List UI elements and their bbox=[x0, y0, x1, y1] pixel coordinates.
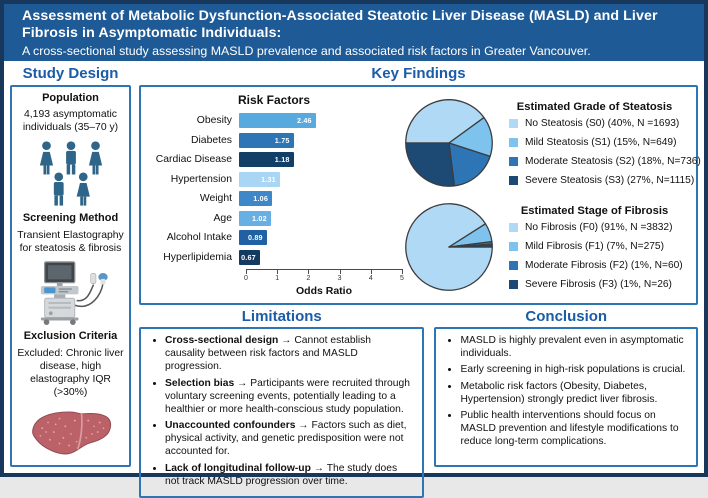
study-design-title: Study Design bbox=[22, 65, 119, 82]
limitation-item: • Lack of longitudinal follow-up → The study does not track MASLD progression over time. bbox=[165, 462, 413, 488]
axis-tick bbox=[402, 269, 403, 274]
legend-item bbox=[509, 137, 690, 148]
bar bbox=[239, 250, 260, 265]
bar-value-label: 2.46 bbox=[296, 116, 312, 125]
fibrosis-pie-block bbox=[403, 195, 690, 299]
liver-icon bbox=[27, 405, 115, 461]
bar-row bbox=[149, 171, 399, 188]
bar-row bbox=[149, 229, 399, 246]
bar-rows bbox=[149, 112, 399, 268]
legend-item bbox=[509, 174, 695, 186]
conclusion-section bbox=[434, 307, 698, 467]
axis-tick bbox=[277, 269, 278, 274]
bar-category-label: Hyperlipidemia bbox=[163, 251, 232, 263]
bar-value-label: 0.89 bbox=[247, 233, 263, 242]
conclusion-item: • MASLD is highly prevalent even in asymptomatic individuals. bbox=[460, 334, 687, 360]
legend-swatch bbox=[509, 261, 518, 270]
bar-category-label: Weight bbox=[199, 193, 232, 204]
legend-swatch bbox=[509, 223, 518, 232]
bar-track bbox=[239, 211, 395, 226]
legend-label: No Fibrosis (F0) (91%, N =3832) bbox=[525, 221, 673, 233]
bar-track bbox=[239, 133, 395, 148]
bar-track bbox=[239, 172, 395, 187]
legend-item bbox=[509, 260, 690, 271]
exclusion-text: Excluded: Chronic liver disease, high elastography IQR (>30%) bbox=[17, 347, 124, 398]
legend-item bbox=[509, 222, 690, 233]
limitations-section bbox=[139, 307, 424, 487]
fibrosis-legend-title: Estimated Stage of Fibrosis bbox=[520, 204, 669, 217]
legend-item bbox=[509, 155, 701, 167]
bar-track bbox=[239, 191, 395, 206]
x-axis-label: Odds Ratio bbox=[295, 285, 352, 297]
limitation-item: • Selection bias → Participants were recruited through voluntary screening events, potentially leading to a healthier or more health-conscious study population. bbox=[165, 377, 413, 417]
legend-swatch bbox=[509, 157, 518, 166]
bar-row bbox=[149, 210, 399, 227]
axis-tick bbox=[246, 269, 247, 274]
ultrasound-machine-icon bbox=[31, 261, 111, 325]
conclusion-title: Conclusion bbox=[525, 308, 608, 325]
bar-value-label: 1.02 bbox=[252, 213, 267, 223]
limitation-item: • Unaccounted confounders → Factors such as diet, physical activity, and genetic predisposition were not accounted for. bbox=[165, 419, 413, 459]
bar-track bbox=[239, 113, 395, 128]
axis-tick bbox=[371, 269, 372, 274]
conclusion-list bbox=[445, 334, 687, 448]
page-title: Assessment of Metabolic Dysfunction-Associated Steatotic Liver Disease (MASLD) and Liver Fibrosis in Asymptomatic Individuals: bbox=[22, 8, 658, 41]
legend-swatch bbox=[509, 176, 518, 185]
bar-track bbox=[239, 152, 395, 167]
limitation-lead: Lack of longitudinal follow-up bbox=[165, 462, 311, 474]
bar-track bbox=[239, 250, 395, 265]
axis-tick bbox=[340, 269, 341, 274]
key-findings-box bbox=[139, 85, 701, 305]
page-subtitle: A cross-sectional study assessing MASLD prevalence and associated risk factors in Greater Vancouver. bbox=[22, 43, 591, 58]
steatosis-pie-chart bbox=[403, 97, 495, 189]
bar-category-label: Hypertension bbox=[170, 173, 232, 185]
conclusion-box bbox=[434, 327, 698, 467]
bar bbox=[239, 230, 267, 245]
axis-tick-label: 0 bbox=[244, 274, 248, 282]
exclusion-heading: Exclusion Criteria bbox=[23, 330, 118, 343]
conclusion-item: • Early screening in high-risk populations is crucial. bbox=[460, 363, 687, 376]
bar-row bbox=[149, 151, 399, 168]
population-text: 4,193 asymptomatic individuals (35–70 y) bbox=[22, 109, 119, 134]
fibrosis-legend-items bbox=[499, 222, 690, 290]
legend-label: Moderate Steatosis (S2) (18%, N=736) bbox=[525, 155, 701, 167]
steatosis-legend bbox=[495, 100, 701, 186]
steatosis-legend-title: Estimated Grade of Steatosis bbox=[516, 100, 673, 113]
pie-slice bbox=[406, 143, 455, 186]
legend-item bbox=[509, 279, 690, 290]
fibrosis-legend bbox=[495, 205, 690, 290]
bar-category-label: Age bbox=[213, 212, 232, 224]
bar bbox=[239, 172, 280, 187]
people-group-icon bbox=[35, 141, 107, 207]
bar-row bbox=[149, 249, 399, 266]
fibrosis-pie-chart bbox=[403, 201, 495, 293]
bar-track bbox=[239, 230, 395, 245]
axis-tick-label: 4 bbox=[368, 274, 373, 282]
population-heading: Population bbox=[42, 92, 99, 104]
pie-charts-area bbox=[399, 91, 701, 299]
bottom-row bbox=[139, 307, 698, 487]
limitations-title: Limitations bbox=[241, 308, 322, 325]
steatosis-pie-block bbox=[403, 91, 701, 195]
key-findings-title: Key Findings bbox=[371, 65, 466, 82]
bar bbox=[239, 133, 294, 148]
axis-tick bbox=[308, 269, 309, 274]
right-column bbox=[139, 63, 701, 487]
axis-tick-label: 5 bbox=[400, 274, 404, 282]
limitation-lead: Cross-sectional design bbox=[165, 335, 279, 346]
bar bbox=[239, 191, 272, 206]
bar bbox=[239, 113, 316, 128]
limitation-lead: Unaccounted confounders bbox=[165, 420, 296, 432]
bar-category-label: Alcohol Intake bbox=[166, 232, 232, 243]
legend-item bbox=[509, 118, 690, 129]
bar-category-label: Cardiac Disease bbox=[155, 154, 232, 165]
risk-factors-chart bbox=[149, 91, 404, 299]
axis-tick-label: 2 bbox=[306, 274, 311, 282]
limitations-box bbox=[139, 327, 424, 498]
bar-category-label: Diabetes bbox=[190, 134, 232, 146]
steatosis-legend-items bbox=[499, 117, 701, 186]
legend-label: Severe Fibrosis (F3) (1%, N=26) bbox=[525, 278, 672, 290]
legend-label: Severe Steatosis (S3) (27%, N=1115) bbox=[525, 174, 695, 186]
legend-label: No Steatosis (S0) (40%, N =1693) bbox=[525, 117, 680, 129]
risk-factors-chart-title: Risk Factors bbox=[237, 93, 311, 107]
bar-value-label: 1.75 bbox=[274, 135, 290, 145]
bar-value-label: 0.67 bbox=[241, 252, 256, 262]
x-axis bbox=[246, 269, 402, 283]
limitations-list bbox=[150, 334, 413, 488]
screening-text: Transient Elastography for steatosis & fibrosis bbox=[17, 229, 124, 254]
bar-row bbox=[149, 112, 399, 129]
axis-tick-label: 3 bbox=[337, 274, 342, 282]
conclusion-item: • Public health interventions should focus on MASLD prevention and lifestyle modifications to reduce long-term complications. bbox=[460, 409, 687, 449]
bar-category-label: Obesity bbox=[196, 115, 232, 126]
header bbox=[4, 4, 704, 61]
legend-swatch bbox=[509, 242, 518, 251]
legend-swatch bbox=[509, 119, 518, 128]
legend-swatch bbox=[509, 138, 518, 147]
content-area bbox=[4, 61, 704, 487]
legend-label: Mild Fibrosis (F1) (7%, N=275) bbox=[525, 240, 664, 252]
bar bbox=[239, 152, 294, 167]
legend-item bbox=[509, 241, 690, 252]
study-design-section bbox=[10, 63, 131, 467]
screening-heading: Screening Method bbox=[22, 212, 119, 225]
bar-value-label: 1.18 bbox=[274, 155, 290, 164]
bar-row bbox=[149, 190, 399, 207]
legend-label: Mild Steatosis (S1) (15%, N=649) bbox=[525, 136, 677, 148]
conclusion-item: • Metabolic risk factors (Obesity, Diabetes, Hypertension) strongly predict liver fibrosis. bbox=[460, 380, 687, 406]
bar-value-label: 1.06 bbox=[253, 194, 269, 203]
limitation-lead: Selection bias bbox=[165, 377, 235, 389]
axis-tick-label: 1 bbox=[275, 274, 280, 282]
bar-row bbox=[149, 132, 399, 149]
study-design-box bbox=[10, 85, 131, 467]
bar bbox=[239, 211, 271, 226]
legend-label: Moderate Fibrosis (F2) (1%, N=60) bbox=[525, 259, 683, 271]
legend-swatch bbox=[509, 280, 518, 289]
limitation-item: • Cross-sectional design → Cannot establish causality between risk factors and MASLD progression. bbox=[165, 334, 413, 374]
bar-value-label: 1.31 bbox=[261, 174, 276, 184]
